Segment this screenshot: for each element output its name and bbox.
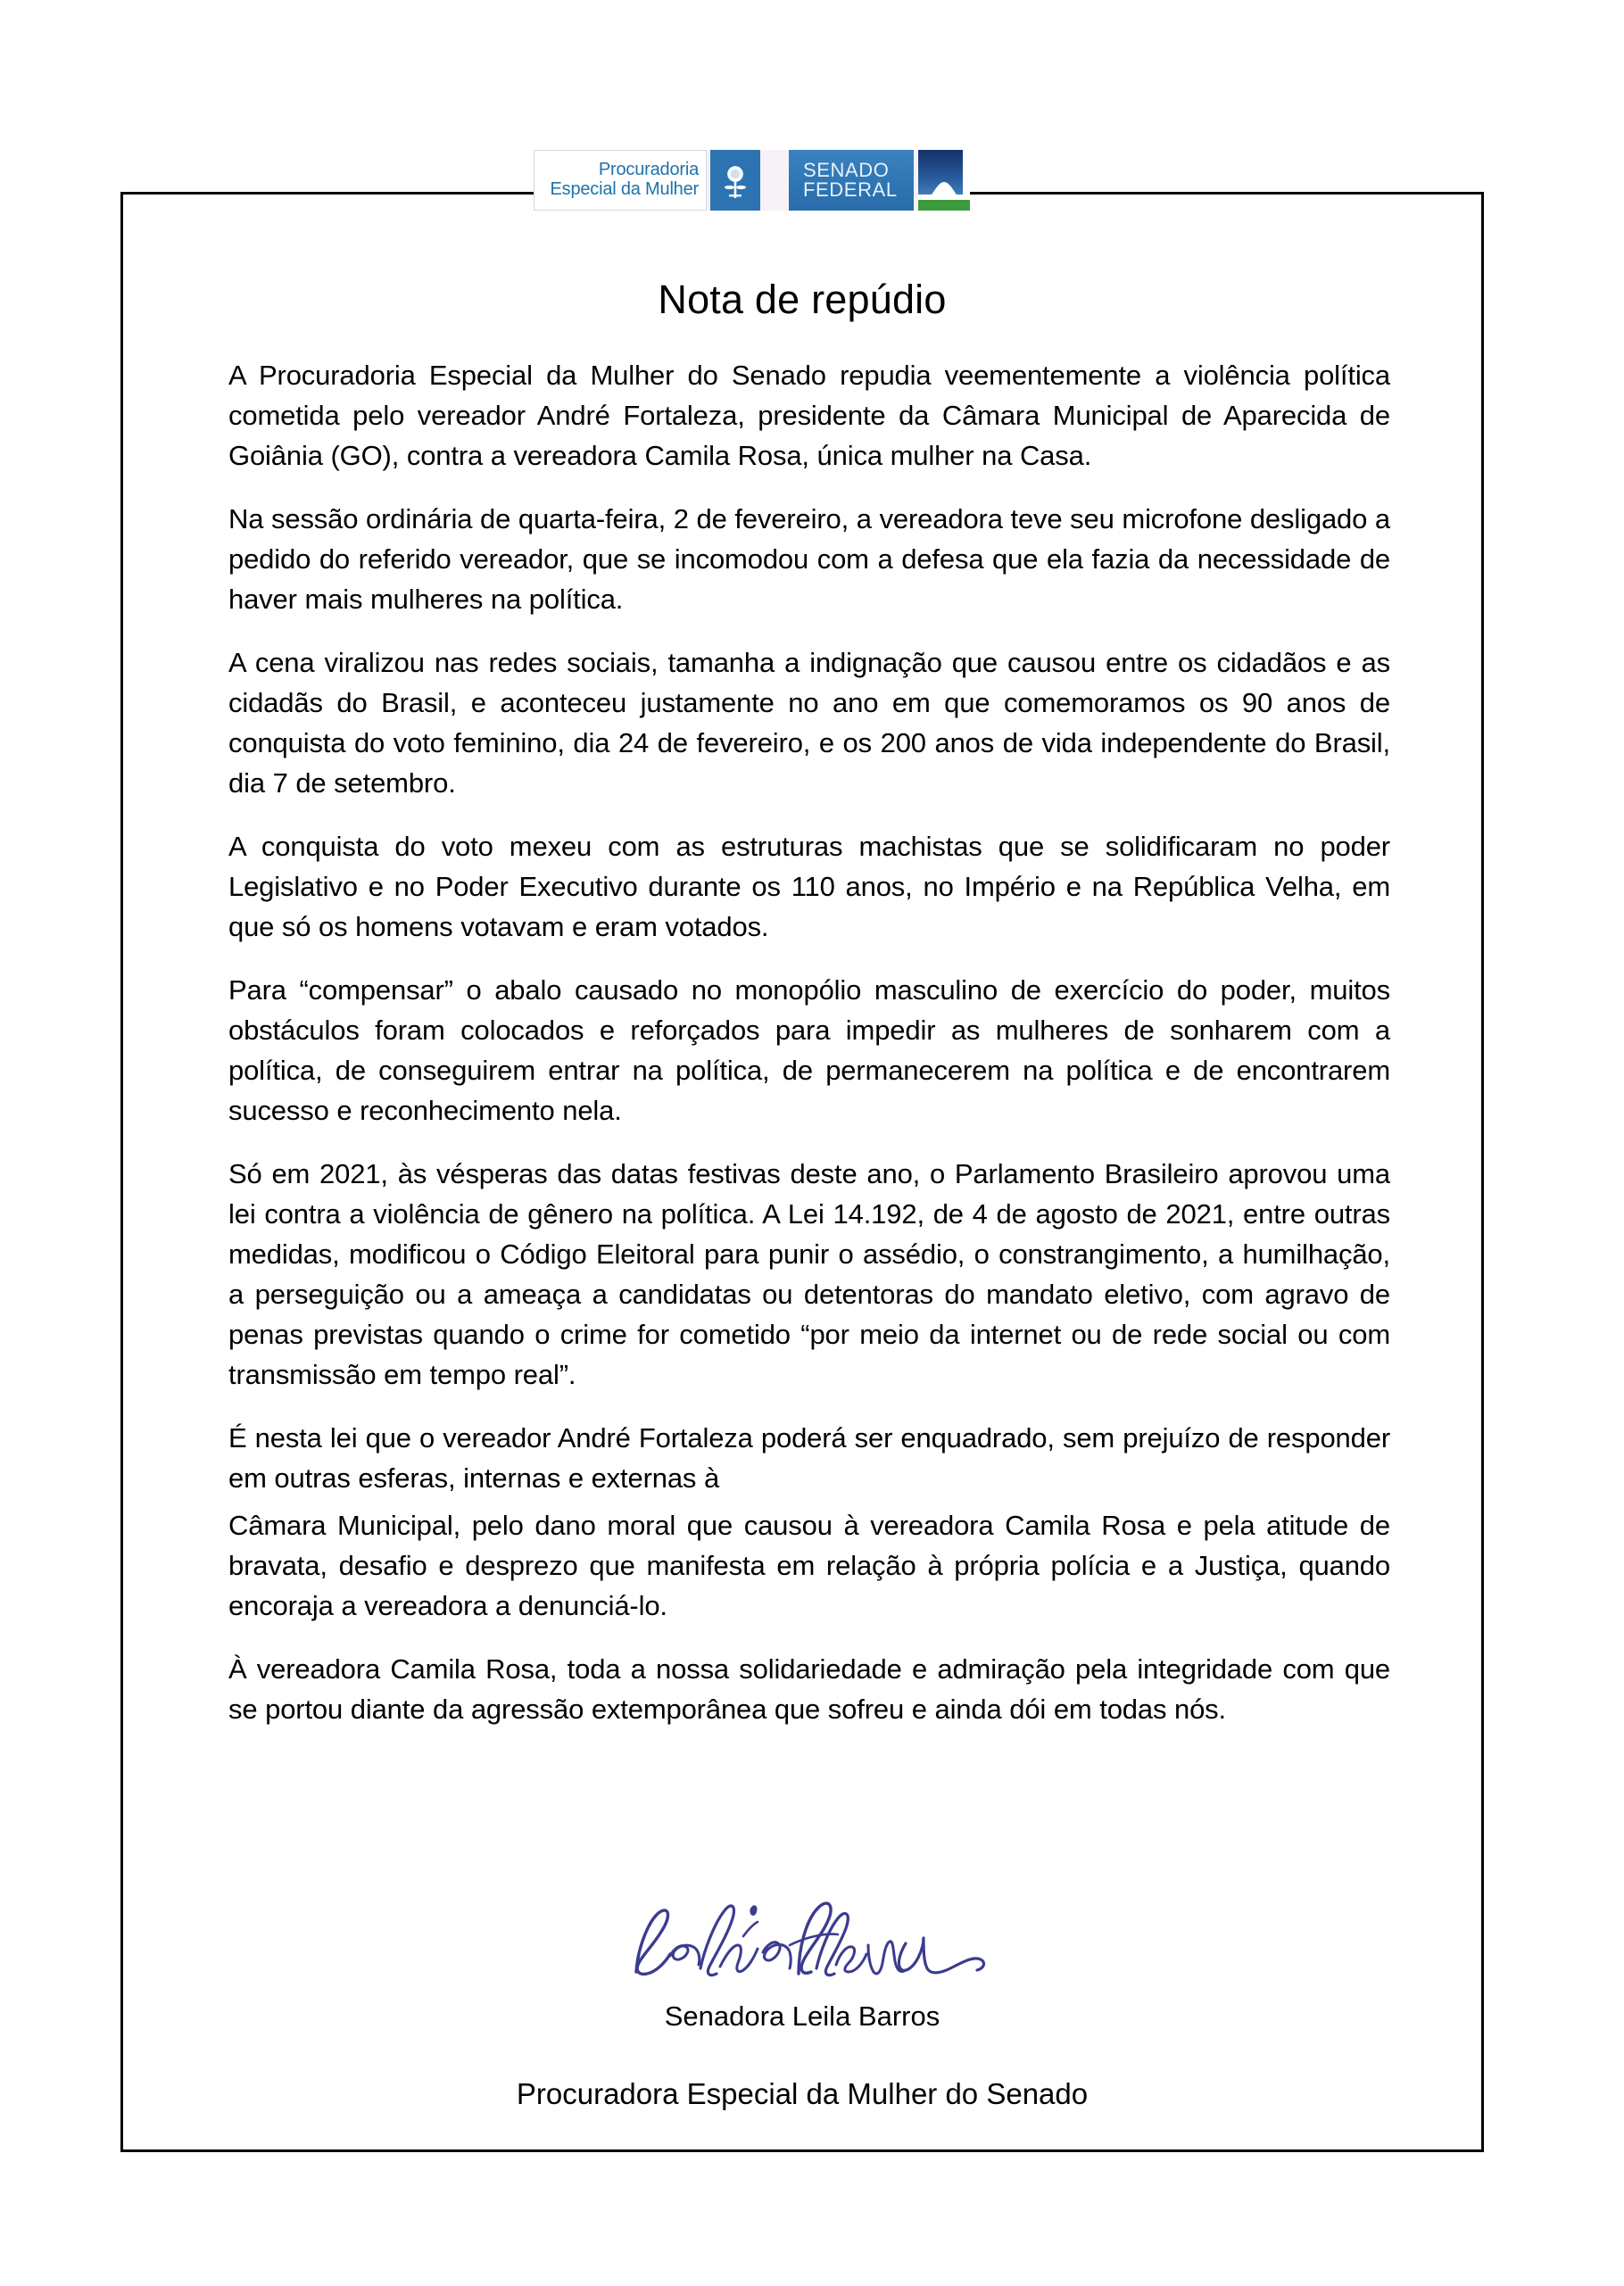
senado-line-1: SENADO	[803, 159, 890, 181]
senado-federal-wordmark	[789, 150, 914, 211]
document-page-frame	[120, 192, 1484, 2152]
paragraph-7: É nesta lei que o vereador André Fortaleza poderá ser enquadrado, sem prejuízo de responder em outras esferas, internas e externas à	[228, 1422, 1390, 1494]
signatory-role: Procuradora Especial da Mulher do Senado	[516, 2077, 1089, 2110]
paragraph-5: Para “compensar” o abalo causado no monopólio masculino de exercício do poder, muitos obstáculos foram colocados e reforçados para impedir as mulheres de sonharem com a política, de conseguirem entrar na política, de permanecerem na política e de encontrarem sucesso e reconhecimento nela.	[228, 974, 1390, 1126]
paragraph-8: Câmara Municipal, pelo dano moral que causou à vereadora Camila Rosa e pela atitude de bravata, desafio e desprezo que manifesta em relação à própria polícia e a Justiça, quando encoraja a vereadora a denunciá-lo.	[228, 1510, 1390, 1621]
signature-block	[123, 1890, 1481, 2111]
logo-divider	[760, 150, 789, 211]
signatory-name: Senadora Leila Barros	[664, 2000, 940, 2032]
institutional-logo-band	[534, 150, 970, 211]
procuradoria-line-2: Especial da Mulher	[550, 179, 699, 199]
handwritten-signature-image	[615, 1890, 990, 1997]
procuradoria-wordmark	[534, 150, 707, 211]
senado-line-2: FEDERAL	[803, 178, 898, 201]
paragraph-2: Na sessão ordinária de quarta-feira, 2 de fevereiro, a vereadora teve seu microfone desligado a pedido do referido vereador, que se incomodou com a defesa que ela fazia da necessidade de haver mais mulheres na política.	[228, 503, 1390, 615]
paragraph-1: A Procuradoria Especial da Mulher do Senado repudia veementemente a violência política cometida pelo vereador André Fortaleza, presidente da Câmara Municipal de Aparecida de Goiânia (GO), contra a vereadora Camila Rosa, única mulher na Casa.	[228, 360, 1390, 471]
sunflower-emblem-icon	[710, 150, 760, 211]
paragraph-6: Só em 2021, às vésperas das datas festivas deste ano, o Parlamento Brasileiro aprovou uma lei contra a violência de gênero na política. A Lei 14.192, de 4 de agosto de 2021, entre outras medidas, modificou o Código Eleitoral para punir o assédio, o constrangimento, a humilhação, a perseguição ou a ameaça a candidatas ou detentoras do mandato eletivo, com agravo de penas previstas quando o crime for cometido “por meio da internet ou de rede social ou com transmissão em tempo real”.	[228, 1158, 1390, 1390]
senate-dome-emblem-icon	[918, 150, 970, 211]
document-body	[228, 355, 1390, 1729]
paragraph-9: À vereadora Camila Rosa, toda a nossa solidariedade e admiração pela integridade com que se portou diante da agressão extemporânea que sofreu e ainda dói em todas nós.	[228, 1653, 1390, 1725]
paragraph-4: A conquista do voto mexeu com as estruturas machistas que se solidificaram no poder Legislativo e no Poder Executivo durante os 110 anos, no Império e na República Velha, em que só os homens votavam e eram votados.	[228, 831, 1390, 942]
page-title: Nota de repúdio	[658, 277, 947, 323]
procuradoria-line-1: Procuradoria	[598, 160, 699, 180]
paragraph-3: A cena viralizou nas redes sociais, tamanha a indignação que causou entre os cidadãos e as cidadãs do Brasil, e aconteceu justamente no ano em que comemoramos os 90 anos de conquista do voto feminino, dia 24 de fevereiro, e os 200 anos de vida independente do Brasil, dia 7 de setembro.	[228, 647, 1390, 799]
